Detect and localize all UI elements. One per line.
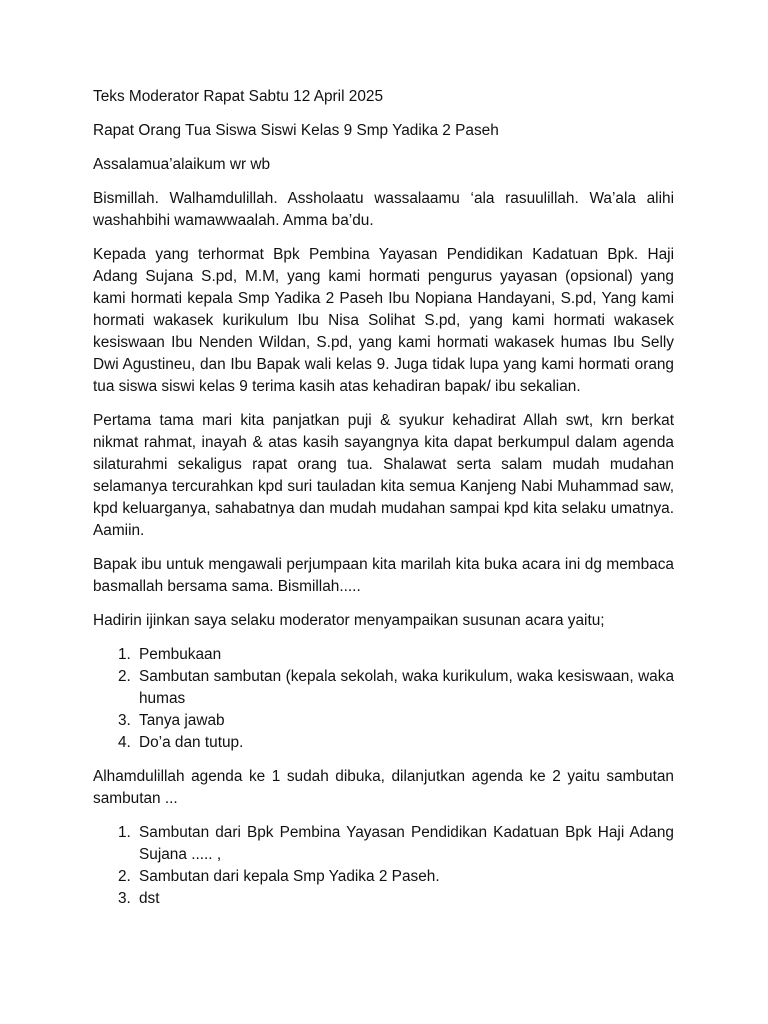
- list-item-number: 2.: [118, 668, 131, 685]
- list-item-text: Pembukaan: [139, 646, 222, 663]
- list-item-text: Sambutan sambutan (kepala sekolah, waka kurikulum, waka kesiswaan, waka humas: [139, 668, 674, 707]
- list-item-number: 3.: [118, 890, 131, 907]
- list-item-number: 2.: [118, 868, 131, 885]
- list-item: [93, 666, 674, 710]
- list-item: [93, 644, 674, 666]
- list-item: [93, 888, 674, 910]
- salutation-paragraph: Kepada yang terhormat Bpk Pembina Yayasan Pendidikan Kadatuan Bpk. Haji Adang Sujana S.pd, M.M, yang kami hormati pengurus yayasan (opsional) yang kami hormati kepala Smp Yadika 2 Paseh Ibu Nopiana Handayani, S.pd, Yang kami hormati wakasek kurikulum Ibu Nisa Solihat S.pd, yang kami hormati wakasek kesiswaan Ibu Nenden Wildan, S.pd, yang kami hormati wakasek humas Ibu Selly Dwi Agustineu, dan Ibu Bapak wali kelas 9. Juga tidak lupa yang kami hormati orang tua siswa siswi kelas 9 terima kasih atas kehadiran bapak/ ibu sekalian.: [93, 246, 674, 395]
- list-item-text: Sambutan dari Bpk Pembina Yayasan Pendidikan Kadatuan Bpk Haji Adang Sujana ..... ,: [139, 824, 674, 863]
- agenda-intro-paragraph: Hadirin ijinkan saya selaku moderator menyampaikan susunan acara yaitu;: [93, 612, 605, 629]
- list-item: [93, 732, 674, 754]
- basmallah-paragraph: Bapak ibu untuk mengawali perjumpaan kita marilah kita buka acara ini dg membaca basmallah bersama sama. Bismillah.....: [93, 556, 674, 595]
- list-item-text: Tanya jawab: [139, 712, 225, 729]
- list-item-text: Do’a dan tutup.: [139, 734, 244, 751]
- list-item-number: 3.: [118, 712, 131, 729]
- gratitude-paragraph: Pertama tama mari kita panjatkan puji & syukur kehadirat Allah swt, krn berkat nikmat rahmat, inayah & atas kasih sayangnya kita dapat berkumpul dalam agenda silaturahmi sekaligus rapat orang tua. Shalawat serta salam mudah mudahan selamanya tercurahkan kpd suri tauladan kita semua Kanjeng Nabi Muhammad saw, kpd keluarganya, sahabatnya dan mudah mudahan sampai kpd kita selaku umatnya. Aamiin.: [93, 412, 674, 539]
- speeches-list: [93, 822, 674, 910]
- list-item: [93, 866, 674, 888]
- list-item-number: 4.: [118, 734, 131, 751]
- list-item-text: Sambutan dari kepala Smp Yadika 2 Paseh.: [139, 868, 440, 885]
- list-item-text: dst: [139, 890, 160, 907]
- transition-paragraph: Alhamdulillah agenda ke 1 sudah dibuka, dilanjutkan agenda ke 2 yaitu sambutan sambutan ...: [93, 768, 674, 807]
- agenda-list: [93, 644, 674, 754]
- list-item-number: 1.: [118, 824, 131, 841]
- document-subtitle: Rapat Orang Tua Siswa Siswi Kelas 9 Smp Yadika 2 Paseh: [93, 122, 499, 139]
- greeting: Assalamua’alaikum wr wb: [93, 156, 271, 173]
- document-title: Teks Moderator Rapat Sabtu 12 April 2025: [93, 88, 384, 105]
- opening-paragraph: Bismillah. Walhamdulillah. Assholaatu wassalaamu ‘ala rasuulillah. Wa’ala alihi washahbihi wamawwaalah. Amma ba’du.: [93, 190, 674, 229]
- list-item: [93, 822, 674, 866]
- list-item-number: 1.: [118, 646, 131, 663]
- list-item: [93, 710, 674, 732]
